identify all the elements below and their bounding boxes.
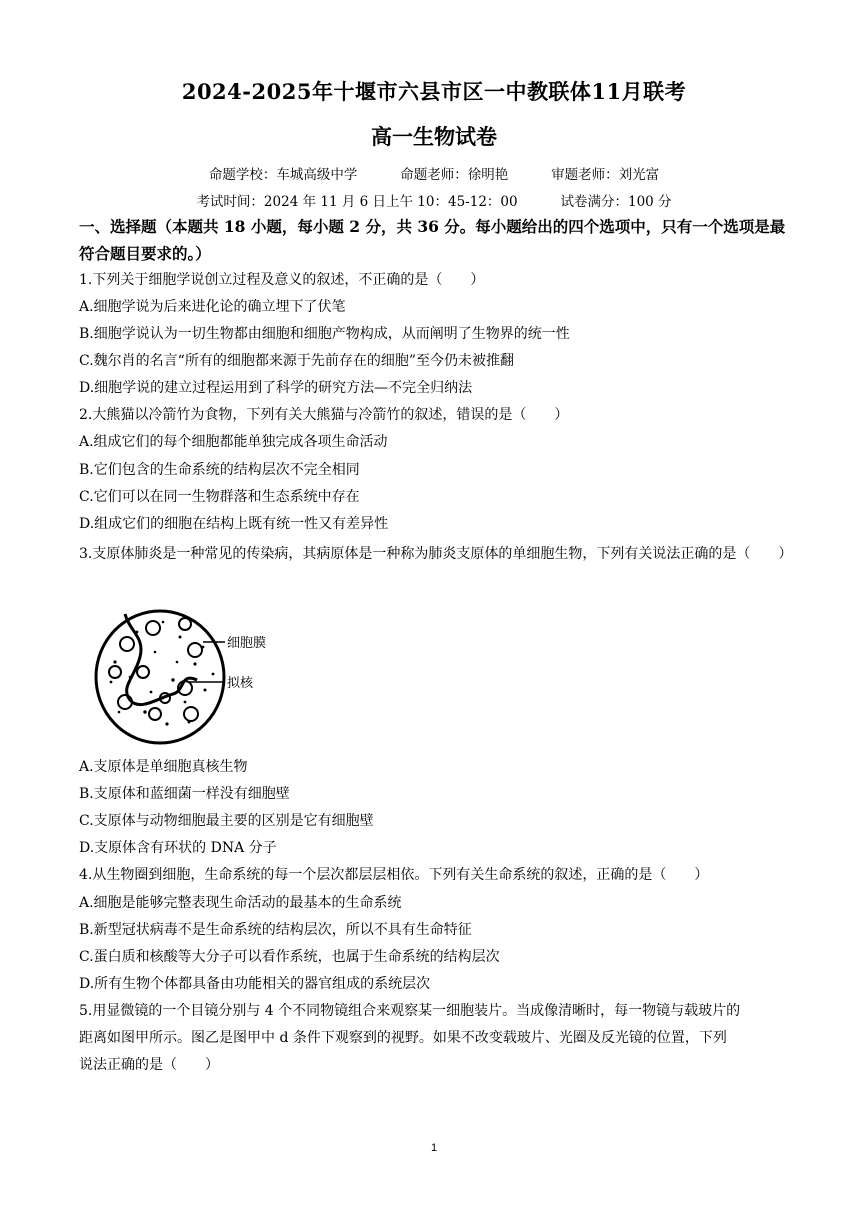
exam-title: 2024-2025年十堰市六县市区一中教联体11月联考 — [181, 79, 687, 104]
exam-authors: 命题学校：车城高级中学 命题老师：徐明艳 审题老师：刘光富 — [208, 167, 660, 183]
question-5-stem-line-3: 说法正确的是（ ） — [79, 1057, 219, 1073]
question-3-stem: 3.支原体肺炎是一种常见的传染病，其病原体是一种称为肺炎支原体的单细胞生物，下列有关说法正确的是（ ） — [79, 546, 793, 562]
label-cell-membrane: 细胞膜 — [227, 636, 267, 651]
question-4-option-a: A.细胞是能够完整表现生命活动的最基本的生命系统 — [79, 895, 402, 911]
question-1-option-a: A.细胞学说为后来进化论的确立埋下了伏笔 — [79, 299, 346, 315]
exam-time: 考试时间：2024 年 11 月 6 日上午 10：45-12：00 试卷满分：100 分 — [196, 194, 672, 210]
question-2-option-a: A.组成它们的每个细胞都能单独完成各项生命活动 — [79, 434, 388, 450]
page-number: 1 — [430, 1142, 438, 1154]
exam-subtitle: 高一生物试卷 — [371, 124, 497, 149]
mycoplasma-figure — [85, 602, 275, 752]
question-5-stem-line-2: 距离如图甲所示。图乙是图甲中 d 条件下观察到的视野。如果不改变载玻片、光圈及反光镜的位置，下列 — [79, 1030, 727, 1046]
question-3-option-b: B.支原体和蓝细菌一样没有细胞壁 — [79, 786, 290, 802]
question-4-stem: 4.从生物圈到细胞，生命系统的每一个层次都层层相依。下列有关生命系统的叙述，正确的是（ ） — [79, 867, 709, 883]
question-4-option-b: B.新型冠状病毒不是生命系统的结构层次，所以不具有生命特征 — [79, 922, 472, 938]
question-2-option-d: D.组成它们的细胞在结构上既有统一性又有差异性 — [79, 516, 389, 532]
question-1-option-c: C.魏尔肖的名言“所有的细胞都来源于先前存在的细胞”至今仍未被推翻 — [79, 353, 514, 369]
question-3-option-c: C.支原体与动物细胞最主要的区别是它有细胞壁 — [79, 813, 374, 829]
question-5-stem-line-1: 5.用显微镜的一个目镜分别与 4 个不同物镜组合来观察某一细胞装片。当成像清晰时，每一物镜与载玻片的 — [79, 1003, 741, 1019]
question-1-stem: 1.下列关于细胞学说创立过程及意义的叙述，不正确的是（ ） — [79, 272, 485, 288]
label-nucleoid: 拟核 — [227, 676, 254, 691]
question-4-option-d: D.所有生物个体都具备由功能相关的器官组成的系统层次 — [79, 976, 431, 992]
section-heading: 一、选择题（本题共 18 小题，每小题 2 分，共 36 分。每小题给出的四个选项中，只有一个选项是最符合题目要求的。） — [79, 217, 786, 263]
question-4-option-c: C.蛋白质和核酸等大分子可以看作系统，也属于生命系统的结构层次 — [79, 949, 500, 965]
question-1-option-b: B.细胞学说认为一切生物都由细胞和细胞产物构成，从而阐明了生物界的统一性 — [79, 326, 570, 342]
question-2-option-b: B.它们包含的生命系统的结构层次不完全相同 — [79, 462, 360, 478]
question-2-option-c: C.它们可以在同一生物群落和生态系统中存在 — [79, 489, 360, 505]
question-3-option-a: A.支原体是单细胞真核生物 — [79, 759, 248, 775]
question-3-option-d: D.支原体含有环状的 DNA 分子 — [79, 840, 277, 856]
question-1-option-d: D.细胞学说的建立过程运用到了科学的研究方法—不完全归纳法 — [79, 380, 473, 396]
question-2-stem: 2.大熊猫以冷箭竹为食物，下列有关大熊猫与冷箭竹的叙述，错误的是（ ） — [79, 407, 569, 423]
